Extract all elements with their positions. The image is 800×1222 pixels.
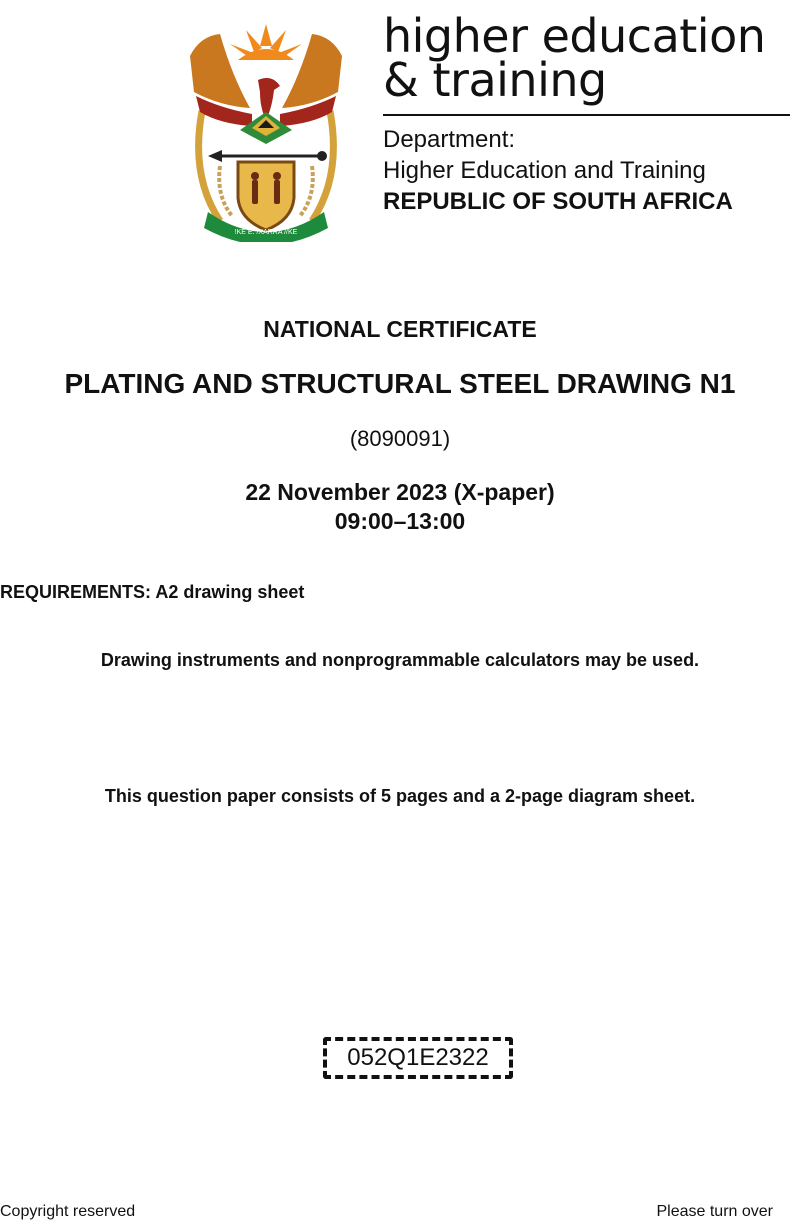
certificate-title: NATIONAL CERTIFICATE <box>263 316 537 342</box>
paper-code-box <box>323 1037 513 1079</box>
department-name: Higher Education and Training <box>383 157 706 184</box>
crest-motto: !KE E: /XARRA //KE <box>234 229 298 236</box>
country-name: REPUBLIC OF SOUTH AFRICA <box>383 188 733 215</box>
paper-code: 052Q1E2322 <box>347 1044 489 1071</box>
page-count-note: This question paper consists of 5 pages and a 2-page diagram sheet. <box>104 786 696 806</box>
footer-turn-over: Please turn over <box>656 1203 773 1220</box>
subject-code: (8090091) <box>349 426 451 451</box>
logo-line-1: higher education <box>383 9 766 63</box>
department-label: Department: <box>383 126 516 153</box>
exam-date-time <box>0 478 800 536</box>
department-branding <box>383 9 793 217</box>
logo-divider <box>383 114 790 116</box>
coat-of-arms-icon <box>180 16 352 242</box>
instruments-note: Drawing instruments and nonprogrammable calculators may be used. <box>100 650 700 670</box>
exam-date: 22 November 2023 (X-paper) <box>245 479 555 505</box>
logo-line-2: & training <box>383 53 607 107</box>
requirements: REQUIREMENTS: A2 drawing sheet <box>0 582 305 602</box>
subject-title: PLATING AND STRUCTURAL STEEL DRAWING N1 <box>64 368 736 399</box>
footer-copyright: Copyright reserved <box>0 1203 136 1220</box>
exam-time: 09:00–13:00 <box>334 508 466 534</box>
header <box>0 0 800 250</box>
